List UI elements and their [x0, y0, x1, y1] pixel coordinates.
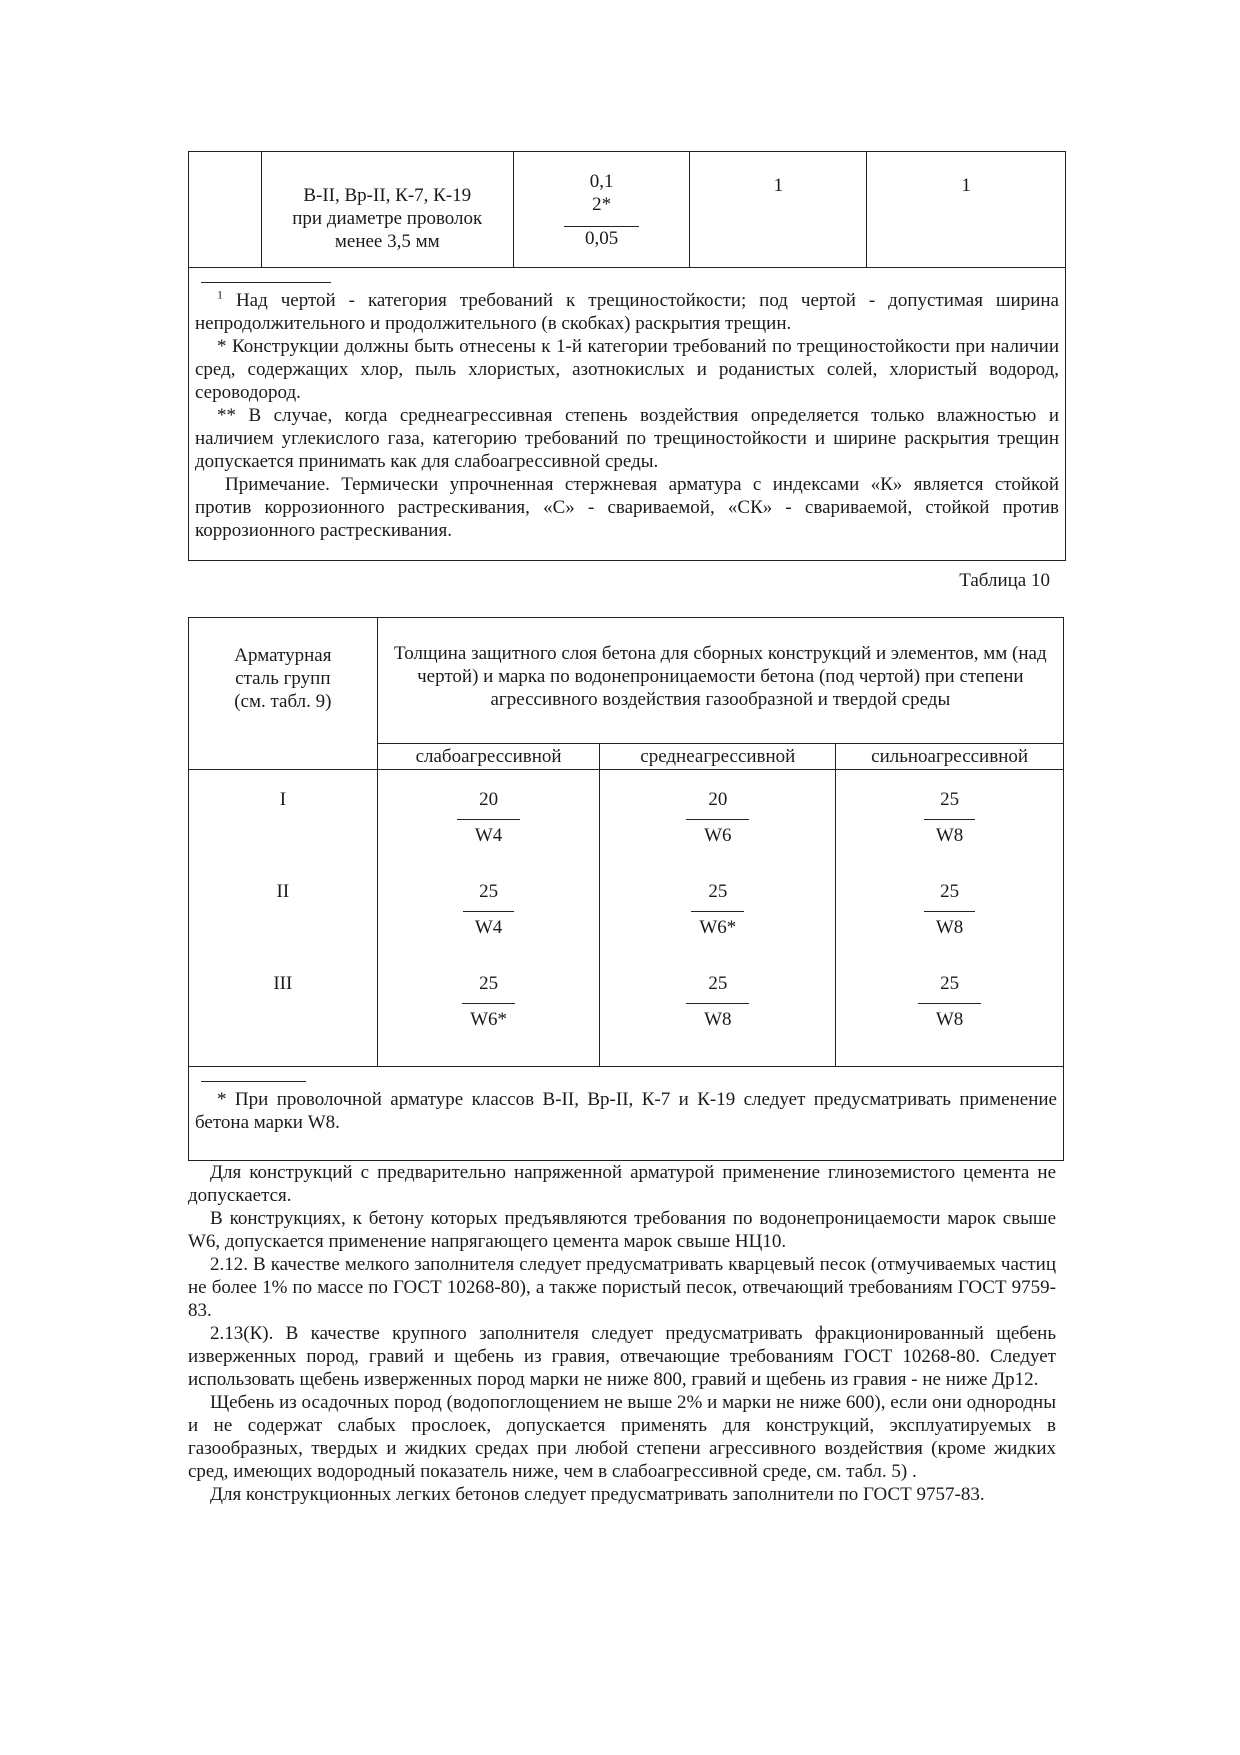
- table-cell-crack-width: [513, 152, 690, 268]
- paragraph: Для конструкционных легких бетонов следует предусматривать заполнители по ГОСТ 9757-83.: [210, 1484, 985, 1505]
- paragraph: Щебень из осадочных пород (водопоглощением не выше 2% и марки не ниже 600), если они однородны и не содержат слабых прослоек, допускается применять для конструкций, эксплуатируемых в газообразных, твердых и жидких средах при любой степени агрессивного воздействия (кроме жидких сред, имеющих водородный показатель ниже, чем в слабоагрессивной среде, см. табл. 5) .: [188, 1392, 1056, 1482]
- footnote-rule: [201, 1081, 306, 1082]
- cell-line: при диаметре проволок: [292, 208, 483, 229]
- paragraph: В конструкциях, к бетону которых предъявляются требования по водонепроницаемости марок свыше W6, допускается применение напрягающего цемента марок свыше НЦ10.: [188, 1208, 1056, 1252]
- cover-thickness: 25: [918, 972, 981, 1004]
- water-grade: W4: [474, 917, 503, 938]
- fraction: [686, 972, 749, 1031]
- table-body-row: [189, 770, 1064, 1067]
- cell-line: менее 3,5 мм: [334, 231, 440, 252]
- column-groups: [189, 770, 378, 1067]
- column-strong: [836, 770, 1064, 1067]
- cover-thickness: 20: [686, 788, 749, 820]
- body-text: [188, 1161, 1056, 1506]
- cover-thickness: 20: [457, 788, 520, 820]
- cover-thickness: 25: [686, 972, 749, 1004]
- water-grade: W8: [935, 1009, 964, 1030]
- fraction: [918, 972, 981, 1031]
- cover-thickness: 25: [924, 788, 975, 820]
- footnote-text: * При проволочной арматуре классов В-II, Вр-II, К-7 и К-19 следует предусматривать применение бетона марки W8.: [195, 1089, 1057, 1133]
- fraction: [457, 788, 520, 847]
- cell-value: 1: [773, 175, 784, 196]
- cover-thickness: 25: [462, 972, 515, 1004]
- cell-line: В-II, Вр-II, К-7, К-19: [303, 185, 472, 206]
- fraction-numerator: 2*: [564, 193, 639, 227]
- fraction: [691, 880, 744, 939]
- column-medium: [600, 770, 836, 1067]
- fraction-denominator: 0,05: [584, 227, 619, 249]
- table-cell-value: [867, 152, 1066, 268]
- group-label: I: [279, 789, 287, 810]
- water-grade: W8: [935, 917, 964, 938]
- paragraph: 2.12. В качестве мелкого заполнителя следует предусматривать кварцевый песок (отмучиваемых частиц не более 1% по массе по ГОСТ 10268-80), а также пористый песок, отвечающий требованиям ГОСТ 9759-83.: [188, 1254, 1056, 1321]
- header-line: (см. табл. 9): [234, 691, 332, 712]
- fraction: [924, 880, 975, 939]
- paragraph: Для конструкций с предварительно напряженной арматурой применение глиноземистого цемента не допускается.: [188, 1162, 1056, 1206]
- note-paragraph: ** В случае, когда среднеагрессивная степень воздействия определяется только влажностью и наличием углекислого газа, категорию требований по трещиностойкости и ширине раскрытия трещин допускается принимать как для слабоагрессивной среды.: [195, 405, 1059, 472]
- header-line: Арматурная: [234, 645, 332, 666]
- fraction: [924, 788, 975, 847]
- footnote-rule: [201, 282, 331, 283]
- table-footnote-row: [189, 1067, 1064, 1161]
- table-notes-row: [189, 268, 1066, 561]
- table-cell-value: [690, 152, 867, 268]
- note-paragraph: Примечание. Термически упрочненная стержневая арматура с индексами «К» является стойкой против коррозионного растрескивания, «С» - свариваемой, «СК» - свариваемой, стойкой против коррозионного растрескивания.: [195, 474, 1059, 541]
- water-grade: W6: [704, 825, 732, 846]
- water-grade: W6*: [470, 1009, 508, 1030]
- table-cell-reinforcement-class: [261, 152, 513, 268]
- table-10: [188, 617, 1064, 1161]
- fraction: [686, 788, 749, 847]
- note-text: Над чертой - категория требований к трещиностойкости; под чертой - допустимая ширина непродолжительного и продолжительного (в скобках) раскрытия трещин.: [195, 290, 1059, 334]
- table-cell-empty: [189, 152, 262, 268]
- fraction: [564, 193, 639, 250]
- footnote-marker: 1: [217, 287, 223, 302]
- table-continuation: [188, 151, 1066, 561]
- cover-thickness: 25: [463, 880, 514, 912]
- table-caption: Таблица 10: [959, 570, 1050, 591]
- group-label: III: [273, 973, 293, 994]
- water-grade: W8: [935, 825, 964, 846]
- cover-thickness: 25: [691, 880, 744, 912]
- group-label: II: [276, 881, 290, 902]
- table-row: [189, 152, 1066, 268]
- fraction: [462, 972, 515, 1031]
- table-notes: [189, 268, 1066, 561]
- water-grade: W6*: [699, 917, 737, 938]
- header-span: Толщина защитного слоя бетона для сборных конструкций и элементов, мм (над чертой) и марка по водонепроницаемости бетона (под чертой) при степени агрессивного воздействия газообразной и твердой среды: [377, 618, 1063, 744]
- cell-value-top: 0,1: [589, 170, 614, 192]
- table-header-row: [189, 618, 1064, 744]
- cell-value: 1: [961, 175, 971, 196]
- subheader-weak: слабоагрессивной: [377, 744, 600, 770]
- note-paragraph: * Конструкции должны быть отнесены к 1-й категории требований по трещиностойкости при наличии сред, содержащих хлор, пыль хлористых, азотнокислых и роданистых солей, хлористый водород, сероводород.: [195, 336, 1059, 403]
- water-grade: W4: [474, 825, 503, 846]
- subheader-strong: сильноагрессивной: [836, 744, 1064, 770]
- header-steel-group: [189, 618, 378, 770]
- fraction: [463, 880, 514, 939]
- table-footnote: [189, 1067, 1064, 1161]
- subheader-medium: среднеагрессивной: [600, 744, 836, 770]
- water-grade: W8: [704, 1009, 732, 1030]
- column-weak: [377, 770, 600, 1067]
- cover-thickness: 25: [924, 880, 975, 912]
- header-line: сталь групп: [235, 668, 331, 689]
- paragraph: 2.13(К). В качестве крупного заполнителя следует предусматривать фракционированный щебень изверженных пород, гравий и щебень из гравия, отвечающие требованиям ГОСТ 10268-80. Следует использовать щебень изверженных пород марки не ниже 800, гравий и щебень из гравия - не ниже Др12.: [188, 1323, 1056, 1390]
- note-paragraph: [195, 289, 1059, 335]
